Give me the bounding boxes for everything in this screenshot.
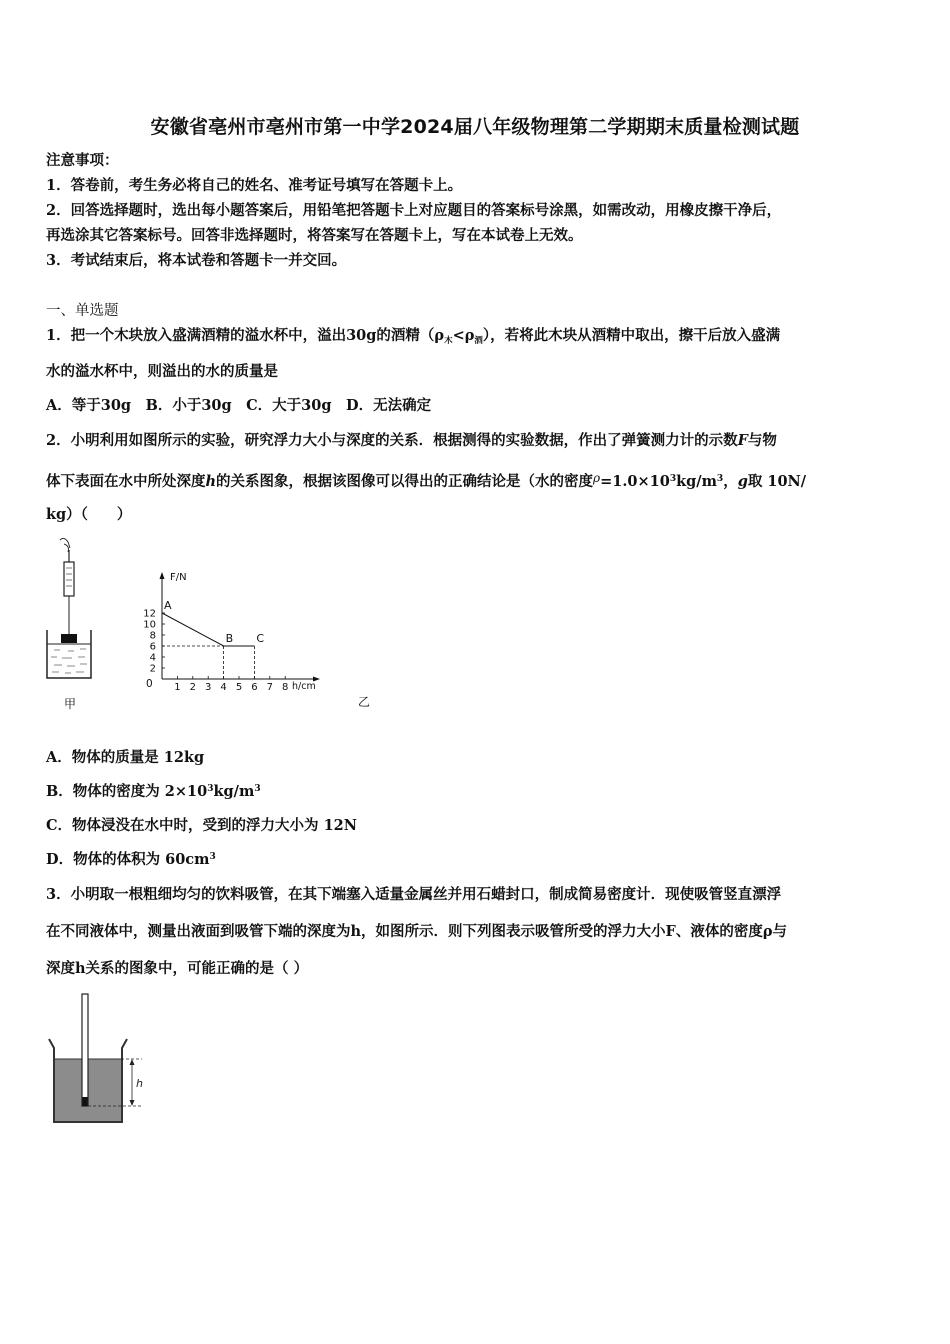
figure-jia-label: 甲 [63,697,77,711]
q2-text-1-end: 与物 [747,432,777,449]
notice-item-3: 3．考试结束后，将本试卷和答题卡一并交回。 [46,252,347,269]
q2-text-2b: 的关系图象，根据该图像可以得出的正确结论是（水的密度 [216,473,594,490]
series-line-F [162,613,254,646]
q3-line-3: 深度h关系的图象中，可能正确的是（ ） [46,960,309,977]
q1-text-c: ），若将此木块从酒精中取出，擦干后放入盛满 [482,327,781,344]
x-tick-label: 1 [174,682,181,693]
q2-rho: ρ [593,471,601,485]
q1-sub-alcohol: 酒 [474,336,483,346]
q2-text-2d: kg/m [676,473,717,490]
notice-heading: 注意事项： [46,152,119,169]
q2-var-h: h [205,473,217,490]
x-tick-label: 3 [205,682,212,693]
y-tick-label: 4 [149,652,156,664]
x-tick-label: 4 [220,682,227,693]
x-tick-label: 6 [251,682,258,693]
y-tick-label: 8 [149,630,156,642]
x-tick-label: 5 [235,682,243,693]
q2-option-b-exp-2: 3 [254,784,261,794]
q1-options: A．等于30g B．小于30g C．大于30g D．无法确定 [46,397,432,414]
origin-label: 0 [146,678,153,690]
q2-option-d-text: D．物体的体积为 60cm [46,851,210,868]
y-tick-label: 12 [143,608,156,620]
water-hatching [51,649,87,673]
notice-item-2-line-2: 再选涂其它答案标号。回答非选择题时，将答案写在答题卡上，写在本试卷上无效。 [46,227,583,244]
q2-option-b-unit: kg/m [213,783,255,800]
page-title: 安徽省亳州市亳州市第一中学2024届八年级物理第二学期期末质量检测试题 [150,116,800,138]
q1-text-b: 的酒精（ρ [376,327,445,344]
q1-line-1 [46,326,780,346]
point-label-c: C [256,632,265,645]
q2-text-2e: ， [723,473,738,490]
x-tick-label: 2 [189,682,196,693]
x-axis-label: h/cm [292,681,316,692]
q2-option-d-exp: 3 [209,852,216,862]
q1-text-a: 1．把一个木块放入盛满酒精的溢水杯中，溢出 [46,327,347,344]
y-axis-arrow [160,572,165,579]
q2-text-2a: 体下表面在水中所处深度 [46,473,206,490]
q2-option-b-text: B．物体的密度为 2×10 [46,783,208,800]
q2-text-2f: 取 10N/ [747,473,807,490]
spring-scale [64,562,74,596]
metal-wire-plug [83,1097,88,1106]
x-tick-label: 7 [266,682,273,693]
notice-item-2-line-1: 2．回答选择题时，选出每小题答案后，用铅笔把答题卡上对应题目的答案标号涂黑，如需改动，用橡皮擦干净后， [46,202,782,219]
q2-var-g: g [737,473,748,490]
q2-option-b-exp-1: 3 [207,784,214,794]
hand-icon [60,538,70,552]
y-tick-label: 10 [143,619,156,631]
q1-line-2: 水的溢水杯中，则溢出的水的质量是 [46,363,278,380]
section-heading: 一、单选题 [46,303,119,319]
q3-line-2: 在不同液体中，测量出液面到吸管下端的深度为h，如图所示．则下列图表示吸管所受的浮力大小F、液体的密度ρ与 [46,923,787,940]
h-arrow-top [130,1059,135,1065]
q2-exp-1: 3 [669,474,677,484]
point-label-b: B [225,632,234,645]
point-label-a: A [164,599,172,612]
q2-line-2 [46,468,806,492]
y-tick-label: 2 [149,663,156,675]
q2-exp-2: 3 [716,474,724,484]
q2-option-a: A．物体的质量是 12kg [46,749,205,766]
figure-jia [40,536,100,716]
y-axis-label: F/N [170,572,187,583]
figure-yi-label: 乙 [358,695,371,709]
figure-yi-chart [140,566,371,716]
q2-var-F: F [737,432,748,449]
h-label: h [136,1077,143,1090]
notice-item-1: 1．答卷前，考生务必将自己的姓名、准考证号填写在答题卡上。 [46,177,463,194]
x-tick-label: 8 [282,682,289,693]
h-arrow-bottom [130,1100,135,1106]
q2-line-1 [46,431,777,451]
q2-line-3: kg）（ ） [46,506,132,523]
q2-option-b [46,782,261,802]
y-tick-label: 6 [149,641,156,653]
q1-lt: <ρ [452,327,475,344]
q1-sub-wood: 木 [444,336,453,346]
figure-q3-beaker [44,992,154,1128]
q2-text-2c: =1.0×10 [600,473,670,490]
object-block [61,634,77,643]
q3-line-1: 3．小明取一根粗细均匀的饮料吸管，在其下端塞入适量金属丝并用石蜡封口，制成简易密度计．现使吸管竖直漂浮 [46,886,782,903]
q2-text-1: 2．小明利用如图所示的实验，研究浮力大小与深度的关系．根据测得的实验数据，作出了弹簧测力计的示数 [46,432,738,449]
straw [82,994,88,1106]
q1-mass: 30g [346,327,377,344]
q2-option-d [46,850,216,870]
q2-option-c: C．物体浸没在水中时，受到的浮力大小为 12N [46,817,358,834]
